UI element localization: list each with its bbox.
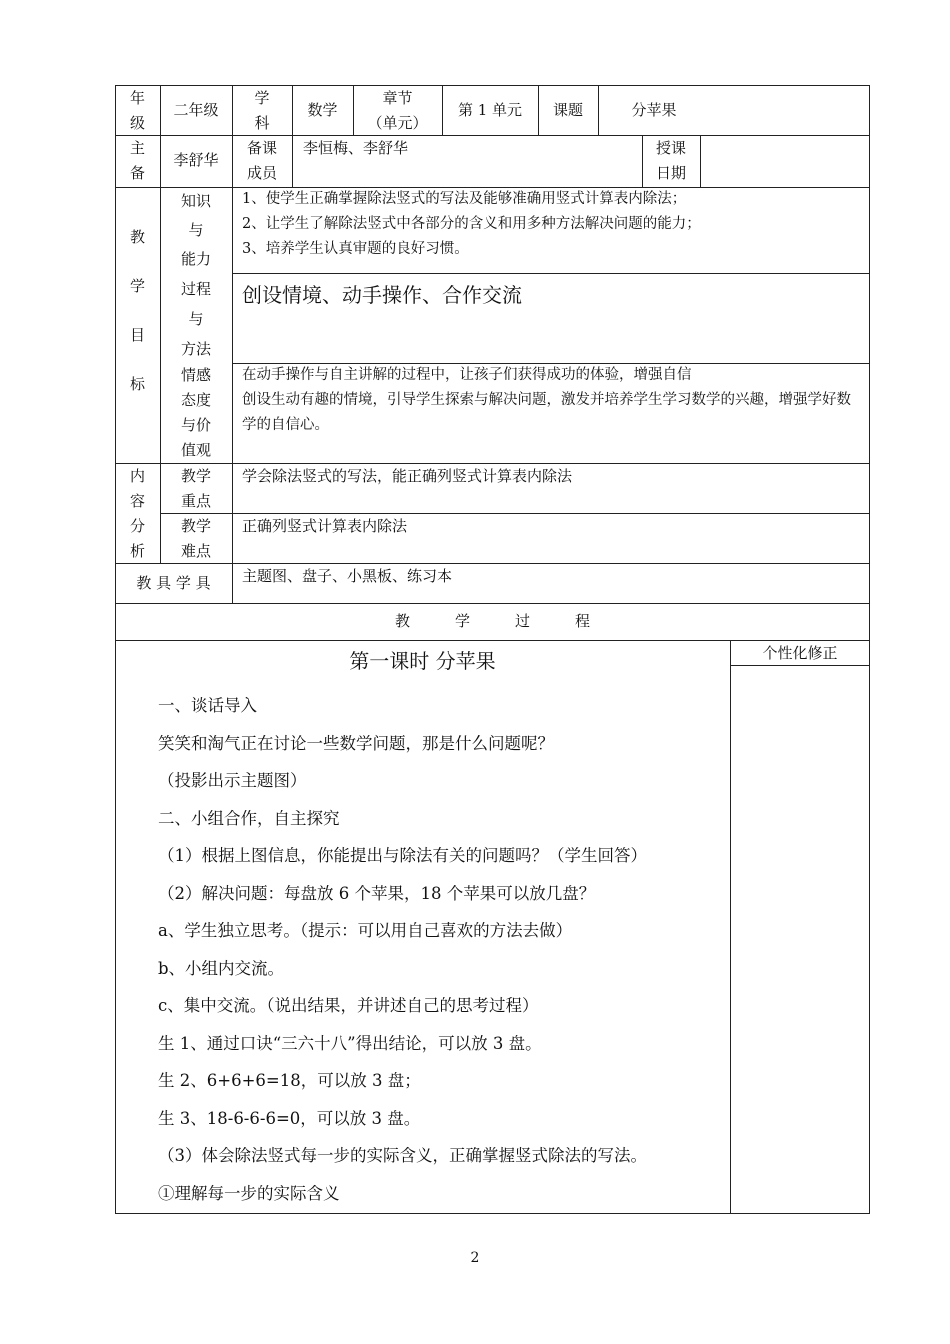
lesson-plan-table — [115, 85, 870, 1214]
topic-label: 课题 — [552, 101, 583, 119]
prep-members-label: 备课 成员 — [246, 139, 277, 182]
knowledge-item-1: 1、使学生正确掌握除法竖式的写法及能够准确用竖式计算表内除法； — [242, 191, 687, 207]
grade-label: 年 级 — [129, 89, 145, 132]
border-top — [115, 85, 870, 86]
knowledge-item-3: 3、培养学生认真审题的良好习惯。 — [242, 241, 469, 257]
chapter-label: 章节 （单元） — [367, 89, 428, 132]
lesson-line-8: b、小组内交流。 — [158, 958, 285, 978]
goal-content-divider — [232, 187, 233, 563]
grade-value: 二年级 — [173, 101, 219, 119]
teaching-date-label: 授课 日期 — [655, 139, 686, 182]
knowledge-ability-label: 知识 与 能力 — [180, 192, 211, 268]
process-method-label: 过程 与 方法 — [180, 280, 211, 358]
teaching-tools-value: 主题图、盘子、小黑板、练习本 — [242, 567, 453, 585]
lesson-title: 第一课时 分苹果 — [349, 649, 496, 673]
teaching-tools-label: 教 具 学 具 — [136, 574, 211, 592]
emotion-values-label: 情感 态度 与价 值观 — [180, 366, 211, 459]
teaching-process-header: 教 学 过 程 — [394, 612, 590, 630]
lesson-line-13: （3）体会除法竖式每一步的实际含义，正确掌握竖式除法的写法。 — [158, 1146, 647, 1165]
lesson-line-4: 二、小组合作，自主探究 — [158, 808, 340, 828]
lesson-line-10: 生 1、通过口诀“三六十八”得出结论，可以放 3 盘。 — [158, 1033, 542, 1053]
lesson-line-2: 笑笑和淘气正在讨论一些数学问题，那是什么问题呢？ — [158, 733, 554, 753]
teaching-difficulty-value: 正确列竖式计算表内除法 — [242, 517, 408, 535]
teaching-difficulty-label: 教学 难点 — [180, 517, 211, 560]
content-analysis-label: 内 容 分 析 — [129, 467, 145, 560]
lesson-line-9: c、集中交流。（说出结果，并讲述自己的思考过程） — [158, 996, 539, 1015]
process-method-value: 创设情境、动手操作、合作交流 — [242, 283, 522, 307]
date-label-right-divider — [700, 135, 701, 187]
teaching-focus-value: 学会除法竖式的写法，能正确列竖式计算表内除法 — [242, 467, 573, 485]
lesson-line-5: （1）根据上图信息，你能提出与除法有关的问题吗？（学生回答） — [158, 846, 647, 865]
subject-value: 数学 — [307, 101, 338, 119]
lesson-line-14: ①理解每一步的实际含义 — [158, 1183, 340, 1203]
chapter-value: 第 1 单元 — [457, 101, 523, 119]
lesson-line-11: 生 2、6+6+6=18，可以放 3 盘； — [158, 1071, 421, 1090]
tools-divider — [232, 563, 233, 603]
lesson-body — [158, 687, 728, 1212]
subject-label: 学 科 — [254, 89, 270, 132]
teaching-objectives-label: 教 学 目 标 — [129, 228, 145, 393]
lead-teacher-value: 李舒华 — [173, 151, 219, 169]
teaching-focus-label: 教学 重点 — [180, 467, 211, 510]
topic-value: 分苹果 — [631, 101, 677, 119]
lesson-line-6: （2）解决问题：每盘放 6 个苹果，18 个苹果可以放几盘？ — [158, 883, 596, 903]
emotion-values-value: 在动手操作与自主讲解的过程中，让孩子们获得成功的体验，增强自信 创设生动有趣的情境，引导学生探索与解决问题，激发并培养学生学习数学的兴趣，增强学好数学的自信心。 — [242, 367, 851, 433]
border-bottom — [115, 1213, 870, 1214]
lesson-line-7: a、学生独立思考。（提示：可以用自己喜欢的方法去做） — [158, 921, 573, 940]
objective-divider-1 — [232, 273, 870, 274]
lesson-line-3: （投影出示主题图） — [158, 771, 307, 790]
personal-column-divider — [730, 640, 731, 1213]
prep-members-value: 李恒梅、李舒华 — [303, 139, 409, 157]
personalized-revision-header: 个性化修正 — [762, 644, 838, 662]
lesson-line-12: 生 3、18-6-6-6=0，可以放 3 盘。 — [158, 1108, 421, 1128]
knowledge-item-2: 2、让学生了解除法竖式中各部分的含义和用多种方法解决问题的能力； — [242, 216, 701, 232]
page-number: 2 — [470, 1250, 480, 1266]
row-divider-5 — [115, 603, 870, 604]
lesson-line-1: 一、谈话导入 — [158, 696, 257, 715]
knowledge-items — [242, 187, 862, 262]
lead-teacher-label: 主 备 — [129, 139, 145, 182]
